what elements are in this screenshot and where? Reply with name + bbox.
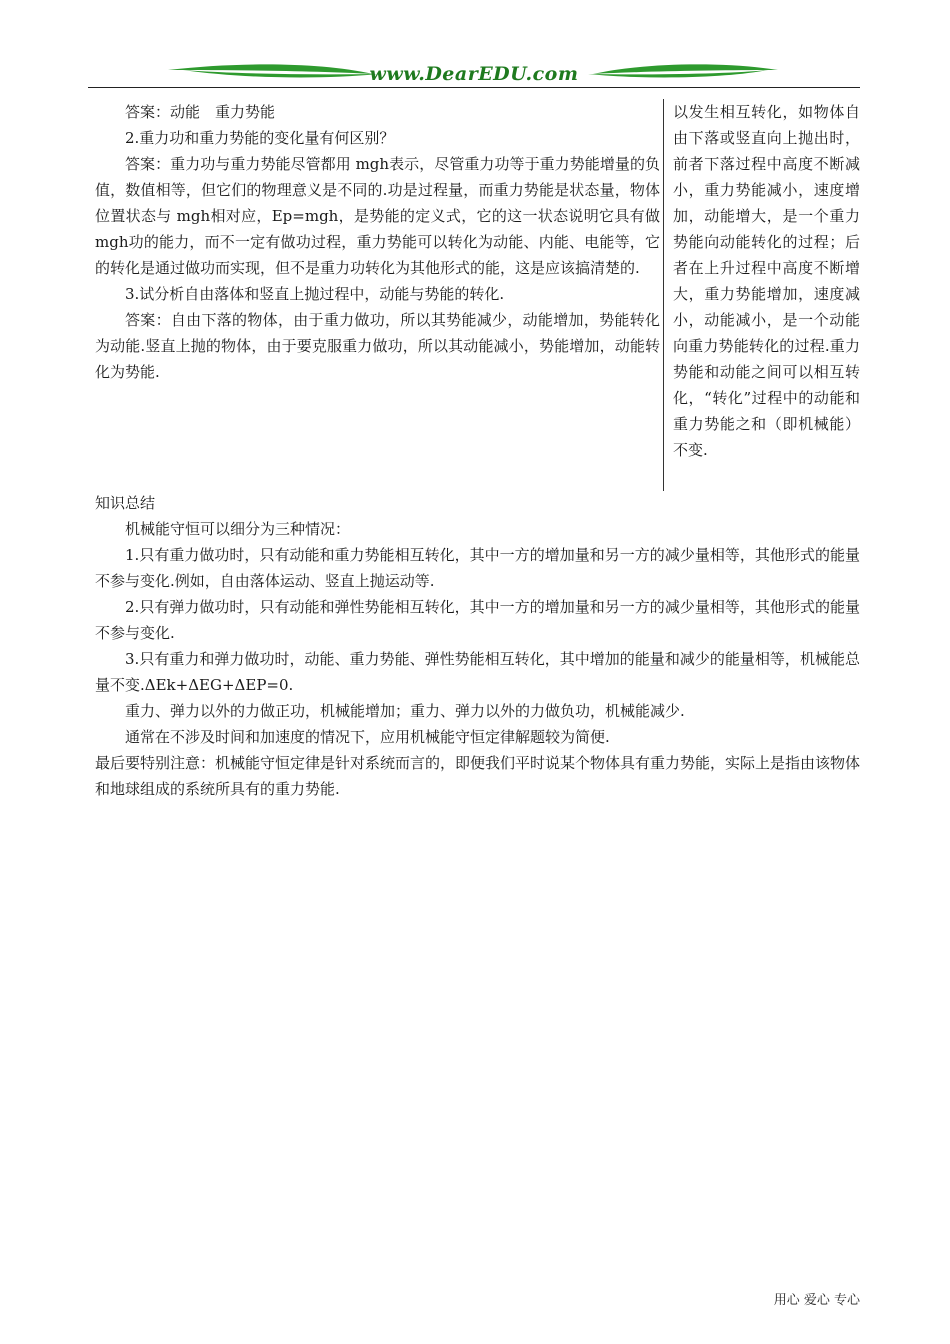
question-3: 3.试分析自由落体和竖直上抛过程中，动能与势能的转化. <box>125 285 505 303</box>
page-footer: 用心 爱心 专心 <box>773 1293 860 1308</box>
summary-case-1: 1.只有重力做功时，只有动能和重力势能相互转化，其中一方的增加量和另一方的减少量相等，其他形式的能量不参与变化.例如，自由落体运动、竖直上抛运动等. <box>95 546 860 590</box>
answer-1: 答案：动能 重力势能 <box>125 103 276 121</box>
site-logo-text[interactable]: www.DearEDU.com <box>369 63 579 85</box>
side-note-column: 以发生相互转化，如物体自由下落或竖直向上抛出时，前者下落过程中高度不断减小，重力势能减小，速度增加，动能增大，是一个重力势能向动能转化的过程；后者在上升过程中高度不断增大，重力势能增加，速度减小，动能减小，是一个动能向重力势能转化的过程.重力势能和动能之间可以相互转化，“转化”过程中的动能和重力势能之和（即机械能）不变. <box>663 99 860 491</box>
site-header <box>88 58 860 90</box>
summary-work-note: 重力、弹力以外的力做正功，机械能增加；重力、弹力以外的力做负功，机械能减少. <box>125 702 685 720</box>
summary-usage-note: 通常在不涉及时间和加速度的情况下，应用机械能守恒定律解题较为简便. <box>125 728 610 746</box>
main-column <box>95 99 660 385</box>
summary-case-2: 2.只有弹力做功时，只有动能和弹性势能相互转化，其中一方的增加量和另一方的减少量相等，其他形式的能量不参与变化. <box>95 598 860 642</box>
summary-intro: 机械能守恒可以细分为三种情况： <box>125 520 351 538</box>
question-2: 2.重力功和重力势能的变化量有何区别？ <box>125 129 395 147</box>
summary-case-3: 3.只有重力和弹力做功时，动能、重力势能、弹性势能相互转化，其中增加的能量和减少的能量相等，机械能总量不变.ΔEk+ΔEG+ΔEP=0. <box>95 650 860 694</box>
summary-final-note: 最后要特别注意：机械能守恒定律是针对系统而言的，即便我们平时说某个物体具有重力势能，实际上是指由该物体和地球组成的系统所具有的重力势能. <box>95 754 861 798</box>
answer-3: 答案：自由下落的物体，由于重力做功，所以其势能减少，动能增加，势能转化为动能.竖直上抛的物体，由于要克服重力做功，所以其动能减小，势能增加，动能转化为势能. <box>95 311 660 381</box>
answer-2: 答案：重力功与重力势能尽管都用 mgh表示，尽管重力功等于重力势能增量的负值，数值相等，但它们的物理意义是不同的.功是过程量，而重力势能是状态量，物体位置状态与 mgh相对应，Ep=mgh，是势能的定义式，它的这一状态说明它具有做 mgh功的能力，而不一定有做功过程，重力势能可以转化为动能、内能、电能等，它的转化是通过做功而实现，但不是重力功转化为其他形式的能，这是应该搞清楚的. <box>95 155 660 277</box>
knowledge-summary <box>95 490 860 802</box>
header-divider <box>88 87 860 88</box>
summary-heading: 知识总结 <box>95 494 156 512</box>
